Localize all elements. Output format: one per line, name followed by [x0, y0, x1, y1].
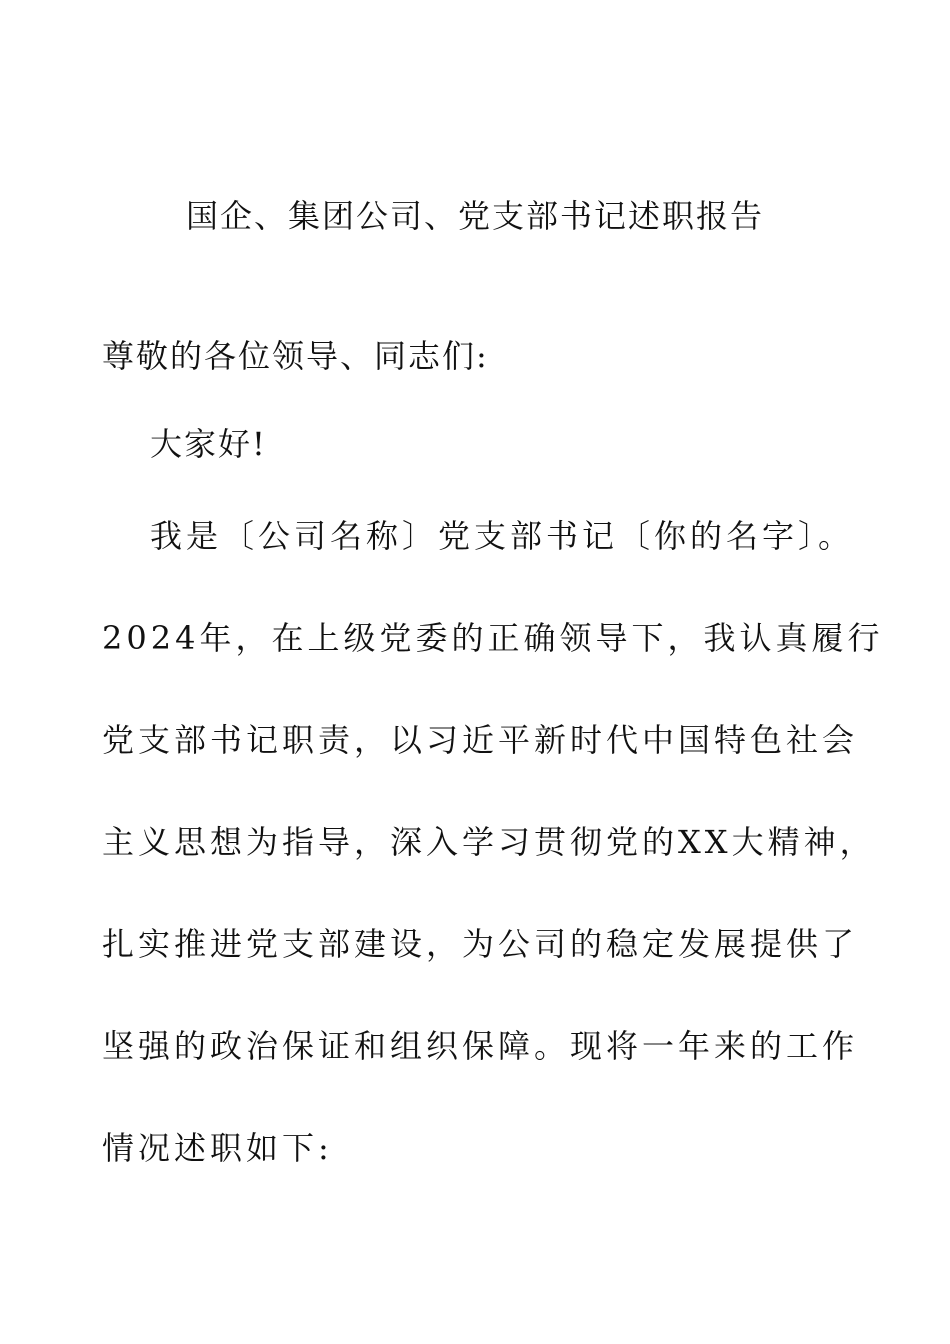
- paragraph-line: 坚强的政治保证和组织保障。现将一年来的工作: [102, 1027, 859, 1065]
- paragraph-line: 主义思想为指导，深入学习贯彻党的XX大精神，: [102, 823, 876, 861]
- paragraph-line: 2024年，在上级党委的正确领导下，我认真履行: [102, 619, 884, 657]
- paragraph-line: 情况述职如下:: [102, 1129, 333, 1167]
- greeting-line: 大家好!: [150, 425, 267, 463]
- paragraph-line: 党支部书记职责，以习近平新时代中国特色社会: [102, 721, 859, 759]
- salutation: 尊敬的各位领导、同志们:: [102, 337, 489, 375]
- paragraph-line: 扎实推进党支部建设，为公司的稳定发展提供了: [102, 925, 859, 963]
- paragraph-line: 我是〔公司名称〕党支部书记〔你的名字〕。: [150, 517, 855, 555]
- document-title: 国企、集团公司、党支部书记述职报告: [185, 197, 764, 235]
- body-paragraph: [102, 512, 884, 1226]
